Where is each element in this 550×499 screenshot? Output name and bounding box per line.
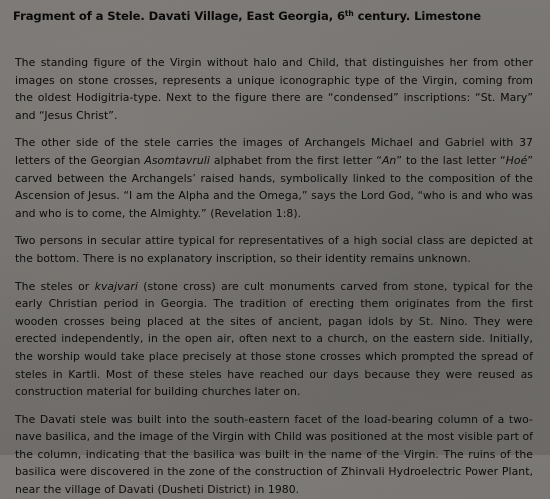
paragraph-text-part: The steles or	[15, 279, 95, 293]
paragraph-text-part: The other side of the stele carries the images of Archangels Michael and Gabriel with 37 letters of the Georgian	[15, 136, 533, 167]
paragraph-text: Two persons in secular attire typical for representatives of a high social class are depicted at the bottom. There is no explanatory inscription, so their identity remains unknown.	[15, 234, 533, 265]
paragraph-virgin-figure	[15, 54, 533, 124]
paragraph-steles	[15, 278, 533, 401]
paragraph-text: The standing figure of the Virgin without halo and Child, that distinguishes her from other images on stone crosses, represents a unique iconographic type of the Virgin, coming from the oldest Hodigitria-type. Next to the figure there are “condensed” inscriptions: “St. Mary” and “Jesus Christ”.	[15, 56, 533, 122]
paragraph-text-part: ” to the last letter “	[396, 153, 506, 167]
paragraph-text-part: alphabet from the first letter “	[209, 153, 382, 167]
italic-term-an: An	[381, 153, 397, 167]
paragraph-two-persons	[15, 232, 533, 267]
italic-term-asomtavruli: Asomtavruli	[144, 153, 210, 167]
paragraph-archangels	[15, 134, 533, 222]
label-body	[15, 54, 533, 499]
italic-term-kvajvari: kvajvari	[94, 279, 138, 293]
paragraph-text-part: (stone cross) are cult monuments carved from stone, typical for the early Christian period in Georgia. The tradition of erecting them originates from the first wooden crosses being placed at the sites of ancient, pagan idols by St. Nino. They were erected independently, in the open air, often next to a church, on the eastern side. Initially, the worship would take place precisely at those stone crosses which prompted the spread of steles in Kartli. Most of these steles have reached our days because they were reused as construction material for building churches later on.	[15, 279, 533, 399]
title-main: Fragment of a Stele. Davati Village, East Georgia, 6	[13, 9, 345, 23]
label-title	[13, 9, 543, 23]
paragraph-text-part: ” carved between the Archangels’ raised hands, symbolically linked to the composition of the Ascension of Jesus. “I am the Alpha and the Omega,” says the Lord God, “who is and who was and who is to come, the Almighty.” (Revelation 1:8).	[15, 153, 534, 220]
paragraph-text: The Davati stele was built into the south-eastern facet of the load-bearing column of a two-nave basilica, and the image of the Virgin with Child was positioned at the most visible part of the column, indicating that the basilica was built in the name of the Virgin. The ruins of the basilica were discovered in the zone of the construction of Zhinvali Hydroelectric Power Plant, near the village of Davati (Dusheti District) in 1980.	[15, 412, 533, 497]
italic-term-hoe: Hoé	[505, 153, 528, 167]
title-rest: century. Limestone	[353, 9, 482, 23]
title-superscript: th	[344, 9, 354, 18]
